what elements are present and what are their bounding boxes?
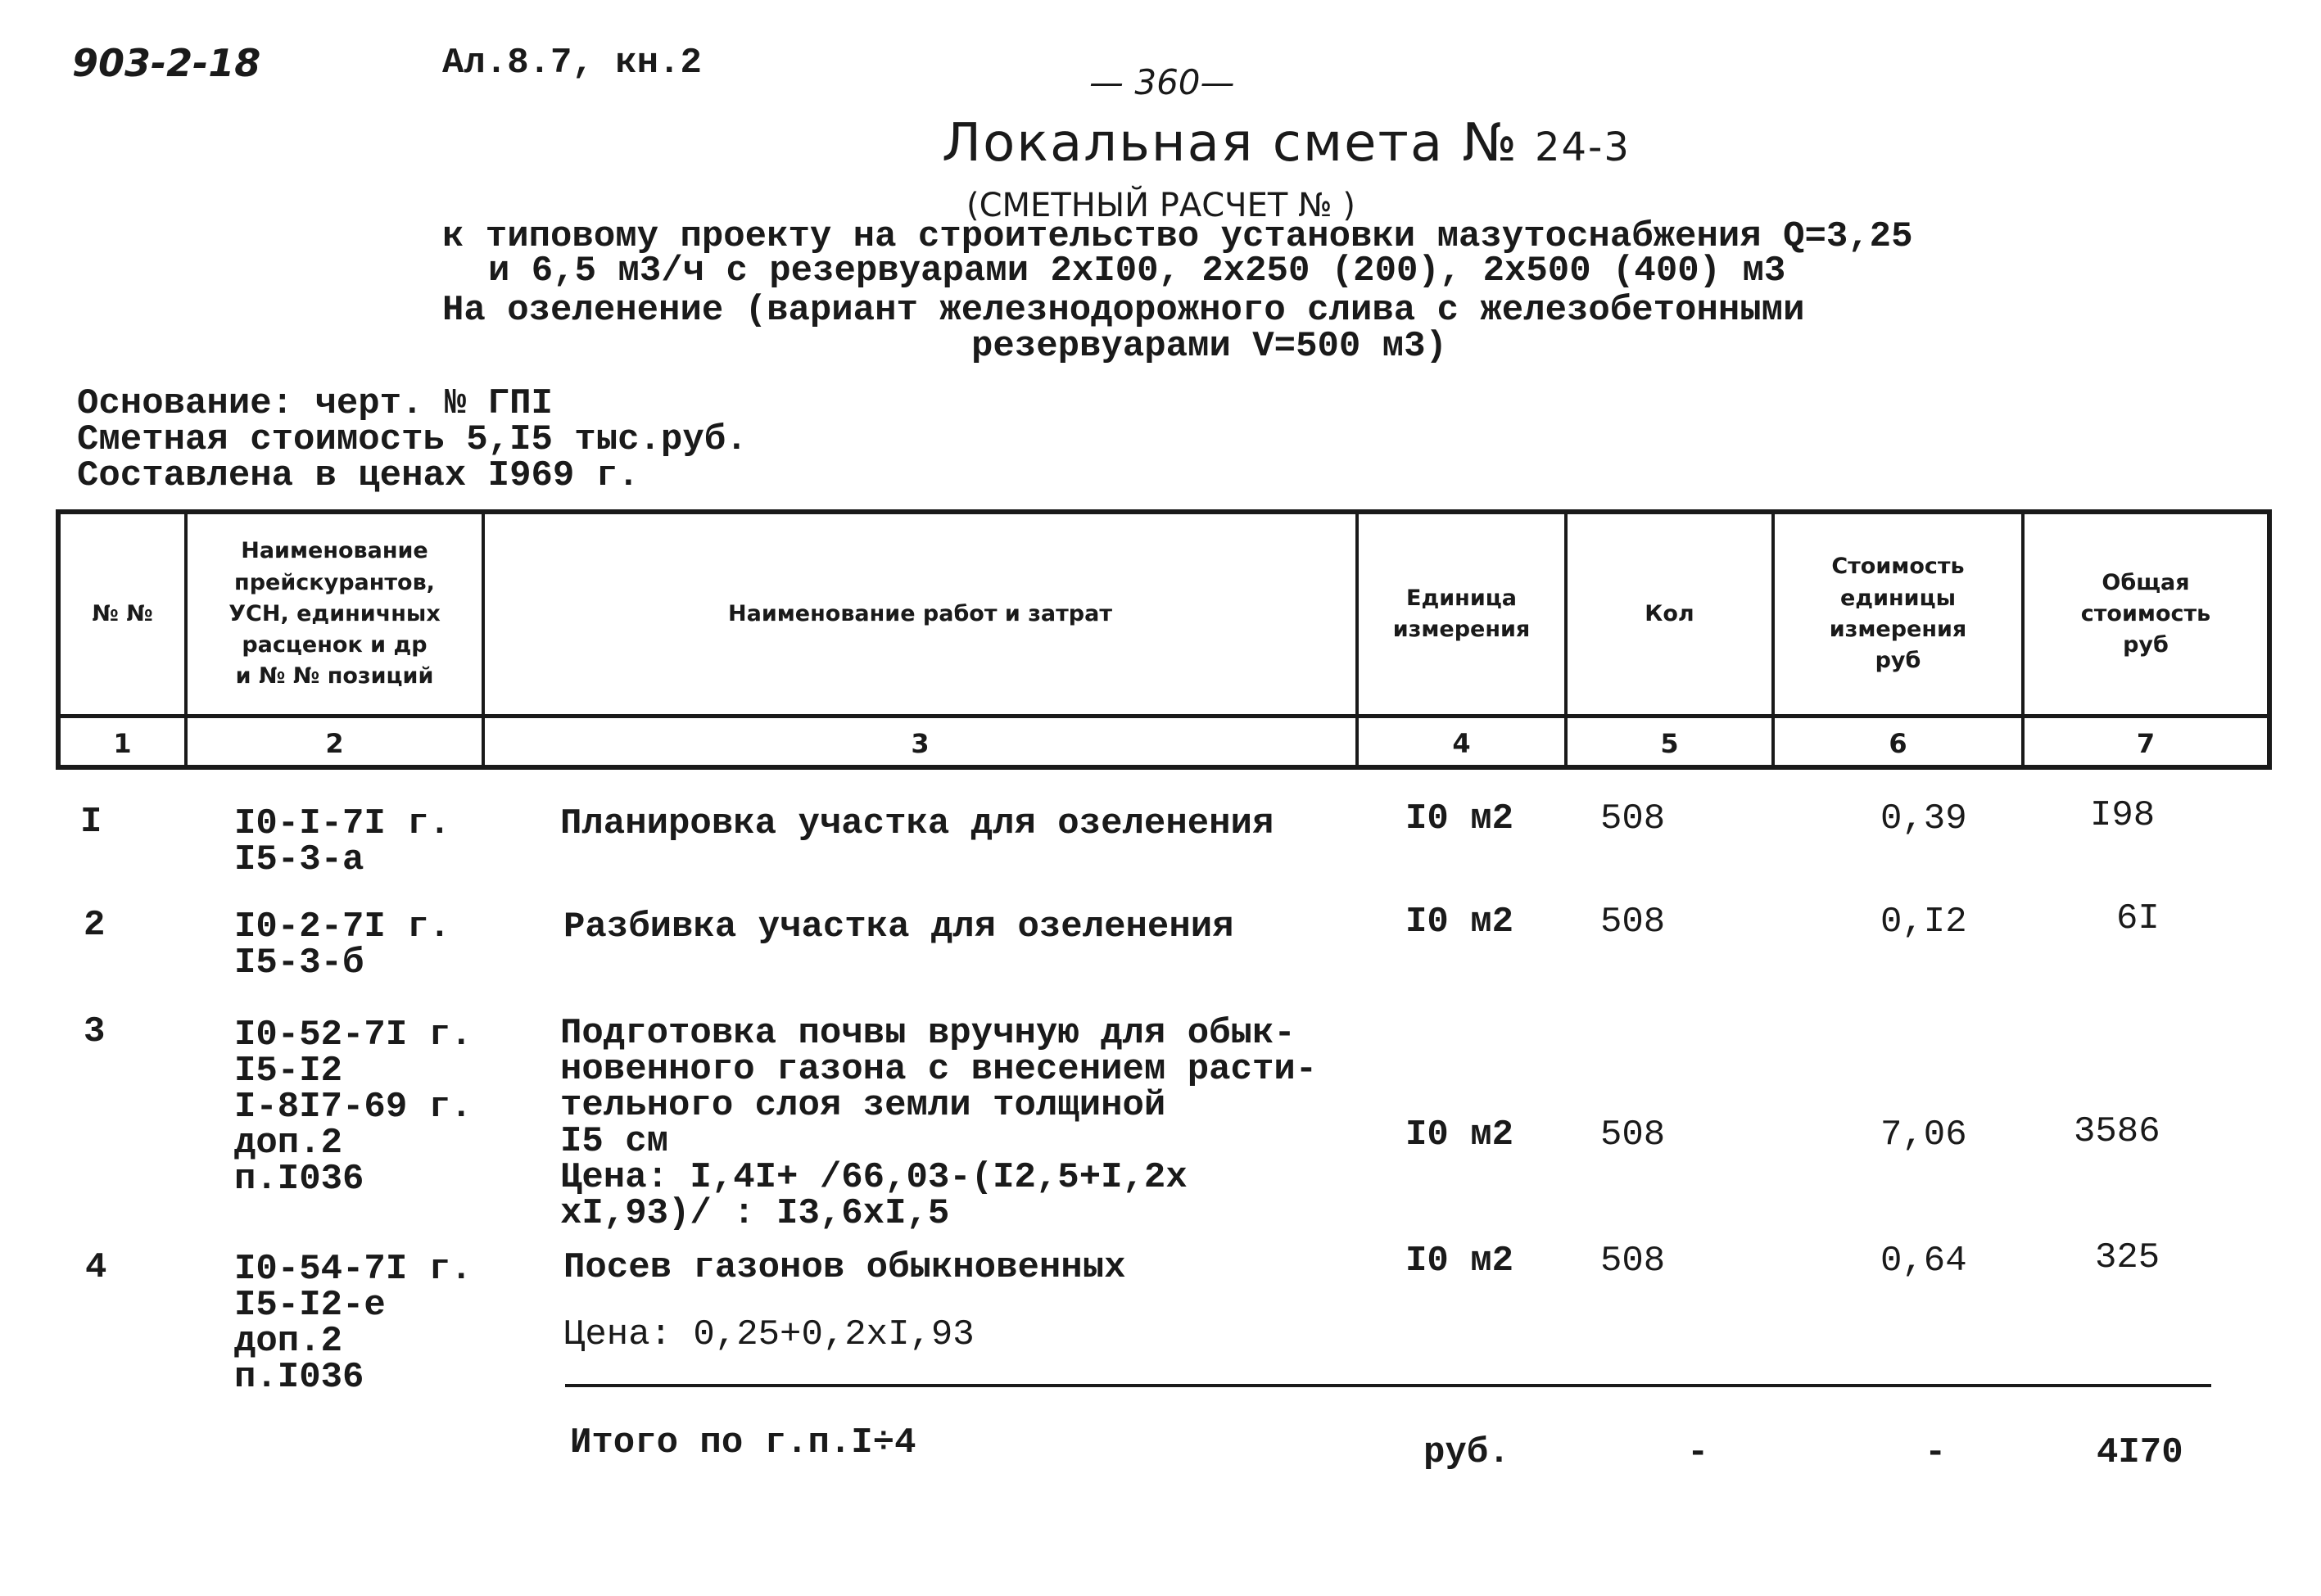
row-unit-cost: 7,06 — [1880, 1114, 1967, 1155]
row-quantity: 508 — [1600, 1114, 1666, 1155]
row-work: Посев газонов обыкновенных — [563, 1247, 1126, 1288]
row-work: Планировка участка для озеленения — [560, 803, 1274, 844]
row-unit: I0 м2 — [1405, 1241, 1514, 1282]
total-unit: руб. — [1423, 1432, 1510, 1473]
row-unit-cost: 0,64 — [1880, 1241, 1967, 1282]
title-number: 24-3 — [1534, 124, 1631, 170]
row-number: I — [80, 802, 102, 843]
col-header-work: Наименование работ и затрат — [728, 600, 1112, 626]
col-number: 7 — [2136, 728, 2156, 759]
row-quantity: 508 — [1600, 798, 1666, 839]
col-number: 3 — [911, 728, 930, 759]
row-reference: I0-I-7I г. I5-3-а — [234, 803, 451, 880]
header-divider — [56, 714, 2272, 718]
estimated-cost-line: Сметная стоимость 5,I5 тыс.руб. — [77, 419, 748, 460]
row-unit-cost: 0,I2 — [1880, 902, 1967, 943]
row-work: Подготовка почвы вручную для обык- новенного газона с внесением расти- тельного слоя земли толщиной I5 см Цена: I,4I+ /66,03-(I2,5+I,2х хI,93)/ : I3,6хI,5 — [560, 1013, 1318, 1234]
row-unit: I0 м2 — [1405, 902, 1514, 943]
col-number: 1 — [113, 728, 132, 759]
row-total: 3586 — [2074, 1111, 2160, 1152]
subtitle-line-2: и 6,5 м3/ч с резервуарами 2хI00, 2х250 (200), 2х500 (400) м3 — [488, 251, 1786, 292]
prices-year-line: Составлена в ценах I969 г. — [77, 455, 640, 496]
row-number: 2 — [84, 905, 106, 946]
row-total: 6I — [2116, 898, 2160, 939]
basis-line: Основание: черт. № ГПI — [77, 383, 553, 424]
row-work: Разбивка участка для озеленения — [563, 907, 1234, 947]
total-divider — [565, 1384, 2211, 1387]
row-reference: I0-2-7I г. I5-3-б — [234, 907, 451, 983]
row-total: 325 — [2095, 1237, 2160, 1278]
row-unit-cost: 0,39 — [1880, 798, 1967, 839]
row-work-price: Цена: 0,25+0,2хI,93 — [563, 1314, 975, 1355]
col-header-number: № № — [92, 600, 153, 626]
subtitle-line-4: резервуарами V=500 м3) — [971, 326, 1447, 367]
row-total: I98 — [2090, 795, 2156, 836]
row-unit: I0 м2 — [1405, 1114, 1514, 1155]
total-amount: 4I70 — [2097, 1432, 2183, 1473]
col-number: 2 — [325, 728, 344, 759]
col-header-total-cost: Общая стоимость руб — [2080, 569, 2211, 658]
col-number: 4 — [1452, 728, 1471, 759]
page-number: — 360— — [1089, 62, 1235, 102]
estimate-bracket: (СМЕТНЫЙ РАСЧЕТ № ) — [966, 187, 1355, 224]
row-reference: I0-54-7I г. I5-I2-е доп.2 п.I036 — [234, 1249, 473, 1398]
col-header-quantity: Кол — [1645, 600, 1694, 626]
album-reference: Ал.8.7, кн.2 — [442, 43, 702, 84]
subtitle-line-3: На озеленение (вариант железнодорожного слива с железобетонными — [442, 290, 1805, 331]
row-number: 4 — [85, 1247, 107, 1288]
row-unit: I0 м2 — [1405, 798, 1514, 839]
row-number: 3 — [84, 1011, 106, 1052]
page-title — [942, 113, 1631, 174]
col-number: 5 — [1660, 728, 1679, 759]
row-quantity: 508 — [1600, 902, 1666, 943]
row-quantity: 508 — [1600, 1241, 1666, 1282]
total-unit-cost: - — [1925, 1432, 1947, 1473]
document-code: 903-2-18 — [72, 41, 261, 85]
col-header-unit-cost: Стоимость единицы измерения руб — [1829, 554, 1967, 674]
title-text: Локальная смета № — [942, 113, 1518, 174]
col-header-unit: Единица измерения — [1392, 585, 1531, 642]
total-quantity: - — [1687, 1432, 1709, 1473]
row-reference: I0-52-7I г. I5-I2 I-8I7-69 г. доп.2 п.I036 — [234, 1015, 473, 1200]
col-number: 6 — [1889, 728, 1907, 759]
subtitle-line-1: к типовому проекту на строительство установки мазутоснабжения Q=3,25 — [442, 216, 1913, 257]
col-header-reference: Наименование прейскурантов, УСН, единичных расценок и др и № № позиций — [228, 538, 441, 689]
total-label: Итого по г.п.I÷4 — [570, 1422, 916, 1463]
